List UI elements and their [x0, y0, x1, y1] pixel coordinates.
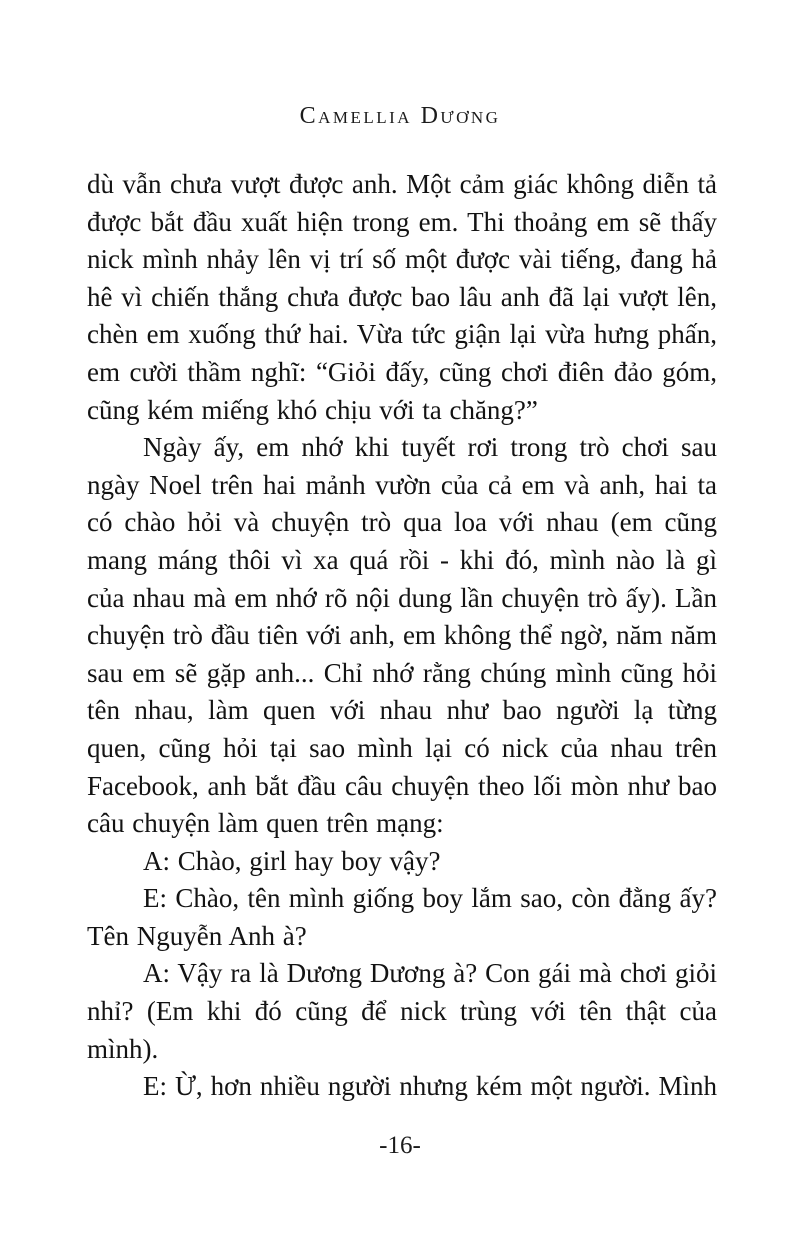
- dialogue-line: E: Ừ, hơn nhiều người nhưng kém một người. Mình: [143, 1071, 717, 1102]
- body-paragraph: Ngày ấy, em nhớ khi tuyết rơi trong trò chơi sau ngày Noel trên hai mảnh vườn của cả em và anh, hai ta có chào hỏi và chuyện trò qua loa với nhau (em cũng mang máng thôi vì xa quá rồi - khi đó, mình nào là gì của nhau mà em nhớ rõ nội dung lần chuyện trò ấy). Lần chuyện trò đầu tiên với anh, em không thể ngờ, năm năm sau em sẽ gặp anh... Chỉ nhớ rằng chúng mình cũng hỏi tên nhau, làm quen với nhau như bao người lạ từng quen, cũng hỏi tại sao mình lại có nick của nhau trên Facebook, anh bắt đầu câu chuyện theo lối mòn như bao câu chuyện làm quen trên mạng:: [87, 432, 717, 839]
- running-header-author: Camellia Dương: [299, 103, 501, 129]
- dialogue-line: A: Vậy ra là Dương Dương à? Con gái mà chơi giỏi nhỉ? (Em khi đó cũng để nick trùng với tên thật của mình).: [87, 958, 717, 1064]
- body-text-block: [87, 166, 717, 1106]
- body-paragraph: dù vẫn chưa vượt được anh. Một cảm giác không diễn tả được bắt đầu xuất hiện trong em. Thi thoảng em sẽ thấy nick mình nhảy lên vị trí số một được vài tiếng, đang hả hê vì chiến thắng chưa được bao lâu anh đã lại vượt lên, chèn em xuống thứ hai. Vừa tức giận lại vừa hưng phấn, em cười thầm nghĩ: “Giỏi đấy, cũng chơi điên đảo góm, cũng kém miếng khó chịu với ta chăng?”: [87, 169, 717, 425]
- dialogue-line: A: Chào, girl hay boy vậy?: [143, 845, 441, 876]
- page-number: -16-: [379, 1132, 421, 1159]
- dialogue-line: E: Chào, tên mình giống boy lắm sao, còn đằng ấy? Tên Nguyễn Anh à?: [87, 883, 717, 951]
